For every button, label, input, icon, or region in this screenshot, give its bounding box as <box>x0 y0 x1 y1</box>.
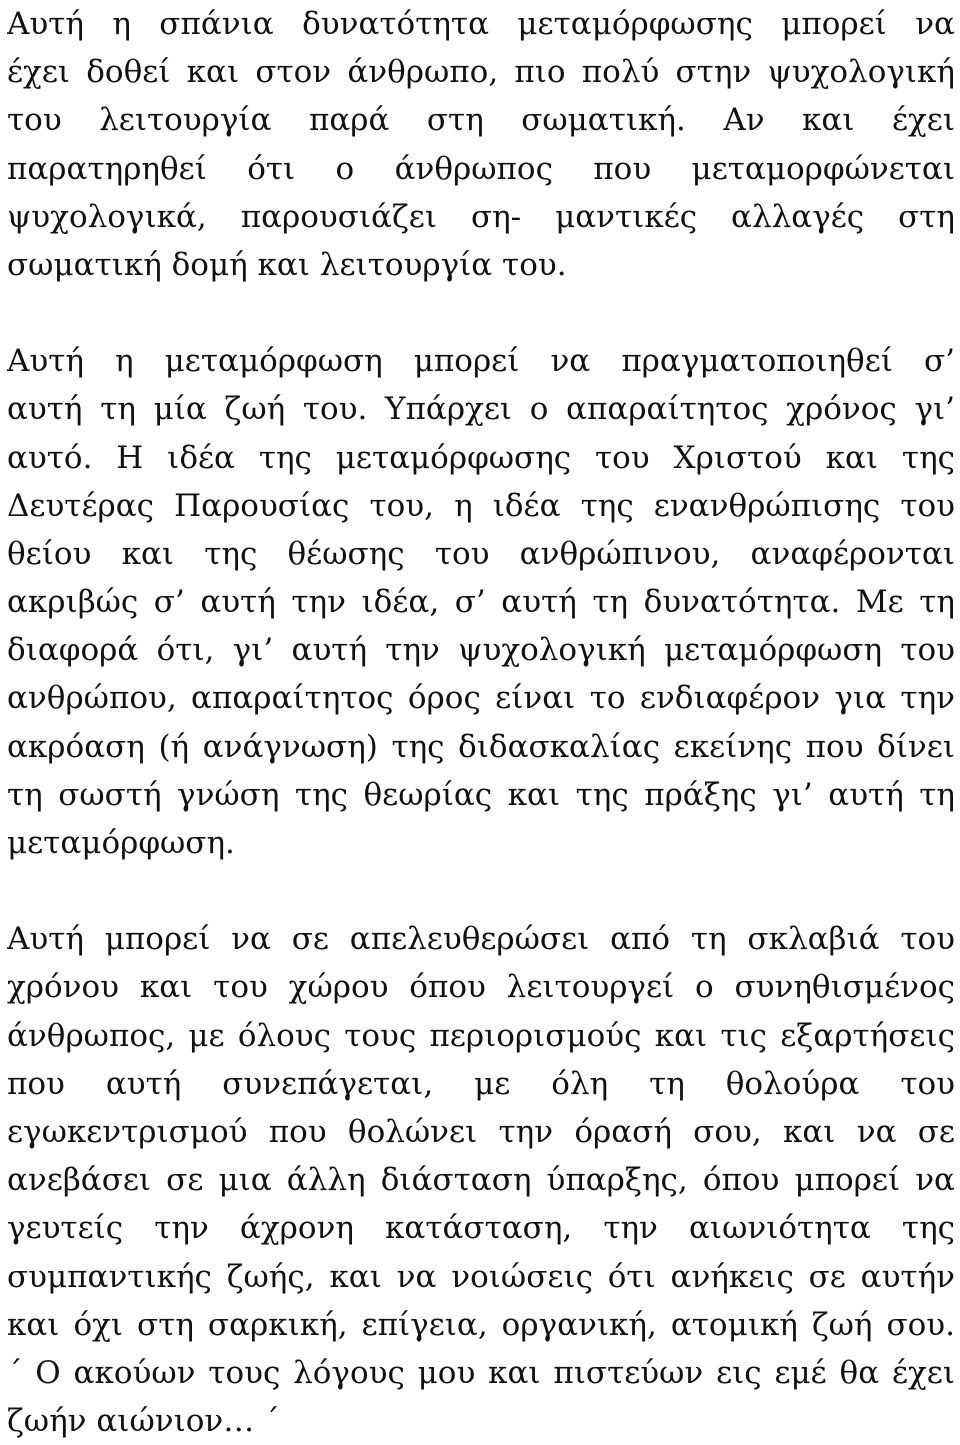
paragraph <box>7 289 955 867</box>
text-line: ανεβάσει σε μια άλλη διάσταση ύπαρξης, όπου μπορεί να <box>7 1162 955 1199</box>
text-line: ζωήν αιώνιον… ΄ <box>7 1403 280 1440</box>
text-line: ανθρώπου, απαραίτητος όρος είναι το ενδιαφέρον για την <box>7 680 955 717</box>
text-line: και όχι στη σαρκική, επίγεια, οργανική, ατομική ζωή σου. <box>7 1306 955 1343</box>
text-line: Αυτή η σπάνια δυνατότητα μεταμόρφωσης μπορεί να <box>7 6 955 42</box>
text-line: αυτή τη μία ζωή του. Υπάρχει ο απαραίτητος χρόνος γι’ <box>7 391 955 428</box>
text-line: του λειτουργία παρά στη σωματική. Αν και έχει <box>7 102 955 139</box>
text-line: ψυχολογικά, παρουσιάζει ση- μαντικές αλλαγές στη <box>7 198 955 235</box>
text-line: Αυτή μπορεί να σε απελευθερώσει από τη σκλαβιά του <box>7 921 955 958</box>
paragraph <box>7 0 955 289</box>
text-line: τη σωστή γνώση της θεωρίας και της πράξης γι’ αυτή τη <box>7 776 955 813</box>
text-line: άνθρωπος, με όλους τους περιορισμούς και τις εξαρτήσεις <box>7 1017 955 1054</box>
text-line: ακριβώς σ’ αυτή την ιδέα, σ’ αυτή τη δυνατότητα. Με τη <box>7 584 955 621</box>
text-line: ΄ Ο ακούων τους λόγους μου και πιστεύων εις εμέ θα έχει <box>7 1354 955 1391</box>
text-line: χρόνου και του χώρου όπου λειτουργεί ο συνηθισμένος <box>7 969 955 1006</box>
text-line: συμπαντικής ζωής, και να νοιώσεις ότι ανήκεις σε αυτήν <box>7 1258 955 1295</box>
text-line: θείου και της θέωσης του ανθρώπινου, αναφέρονται <box>7 535 955 572</box>
text-line: έχει δοθεί και στον άνθρωπο, πιο πολύ στην ψυχολογική <box>7 54 955 91</box>
text-line: διαφορά ότι, γι’ αυτή την ψυχολογική μεταμόρφωση του <box>7 632 955 669</box>
text-line: που αυτή συνεπάγεται, με όλη τη θολούρα του <box>7 1065 955 1102</box>
text-line: παρατηρηθεί ότι ο άνθρωπος που μεταμορφώνεται <box>7 150 955 187</box>
text-line: Αυτή η μεταμόρφωση μπορεί να πραγματοποιηθεί σ’ <box>7 343 955 380</box>
text-line: ακρόαση (ή ανάγνωση) της διδασκαλίας εκείνης που δίνει <box>7 728 955 765</box>
text-line: σωματική δομή και λειτουργία του. <box>7 246 567 283</box>
text-line: εγωκεντρισμού που θολώνει την όρασή σου, και να σε <box>7 1113 955 1150</box>
paragraph <box>7 867 955 1445</box>
text-line: γευτείς την άχρονη κατάσταση, την αιωνιότητα της <box>7 1210 955 1247</box>
text-line: αυτό. Η ιδέα της μεταμόρφωσης του Χριστού και της <box>7 439 955 476</box>
text-line: Δευτέρας Παρουσίας του, η ιδέα της ενανθρώπισης του <box>7 487 955 524</box>
text-line: μεταμόρφωση. <box>7 825 235 861</box>
